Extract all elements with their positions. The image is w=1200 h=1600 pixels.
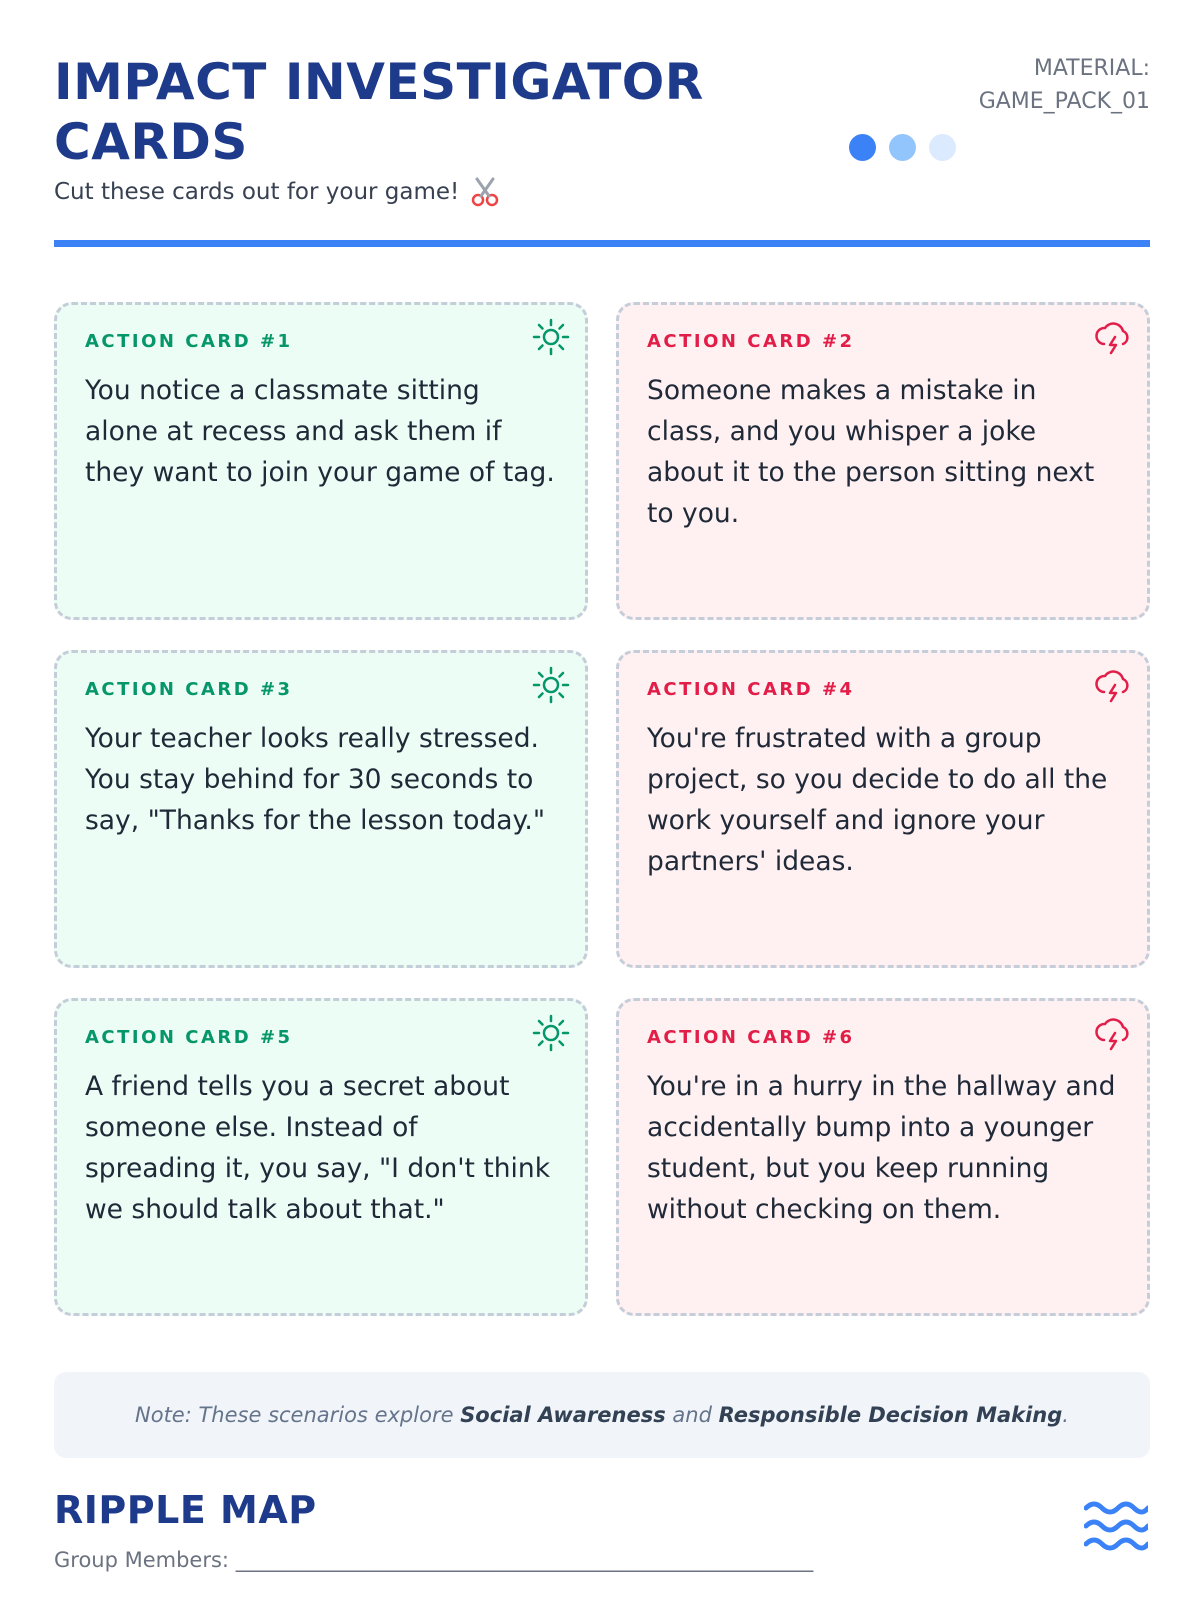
action-card[interactable] [616, 650, 1150, 968]
card-text: A friend tells you a secret about someone else. Instead of spreading it, you say, "I don't think we should talk about that." [85, 1071, 551, 1225]
note-prefix: Note: These scenarios explore [135, 1403, 461, 1427]
page-title: IMPACT INVESTIGATOR CARDS [54, 53, 704, 171]
note-term-social-awareness: Social Awareness [460, 1403, 666, 1427]
card-text: You're frustrated with a group project, so you decide to do all the work yourself and ignore your partners' ideas. [647, 723, 1108, 877]
card-label: ACTION CARD #5 [85, 1027, 293, 1048]
action-card[interactable] [54, 302, 588, 620]
note-box [54, 1372, 1150, 1458]
card-label: ACTION CARD #2 [647, 331, 855, 352]
progress-dots [849, 134, 956, 161]
action-card[interactable] [54, 998, 588, 1316]
card-label: ACTION CARD #3 [85, 679, 293, 700]
action-card[interactable] [54, 650, 588, 968]
material-value: GAME_PACK_01 [978, 89, 1150, 114]
card-label: ACTION CARD #4 [647, 679, 855, 700]
subtitle-text: Cut these cards out for your game! [54, 179, 460, 205]
waves-icon [1084, 1500, 1148, 1554]
group-members-field[interactable] [54, 1548, 813, 1572]
members-label: Group Members: [54, 1548, 236, 1572]
action-card[interactable] [616, 998, 1150, 1316]
sun-icon [531, 665, 571, 705]
card-text: Someone makes a mistake in class, and you whisper a joke about it to the person sitting next to you. [647, 375, 1095, 529]
page-header [54, 52, 1150, 212]
dot [889, 134, 916, 161]
dot [929, 134, 956, 161]
card-text: Your teacher looks really stressed. You stay behind for 30 seconds to say, "Thanks for the lesson today." [85, 723, 546, 836]
note-term-decision-making: Responsible Decision Making [718, 1403, 1063, 1427]
card-text: You're in a hurry in the hallway and accidentally bump into a younger student, but you keep running without checking on them. [647, 1071, 1116, 1225]
storm-cloud-icon [1093, 317, 1133, 357]
action-card[interactable] [616, 302, 1150, 620]
sun-icon [531, 317, 571, 357]
card-label: ACTION CARD #1 [85, 331, 293, 352]
subtitle [54, 176, 501, 208]
material-label: MATERIAL: [1033, 56, 1150, 81]
storm-cloud-icon [1093, 1013, 1133, 1053]
scissors-icon [469, 176, 501, 208]
sun-icon [531, 1013, 571, 1053]
ripple-map-title: RIPPLE MAP [54, 1488, 317, 1532]
dot [849, 134, 876, 161]
header-divider [54, 240, 1150, 247]
members-line: _______________________________________________________ [235, 1548, 814, 1572]
note-suffix: . [1062, 1403, 1069, 1427]
card-text: You notice a classmate sitting alone at recess and ask them if they want to join your game of tag. [85, 375, 555, 488]
note-middle: and [665, 1403, 719, 1427]
card-label: ACTION CARD #6 [647, 1027, 855, 1048]
material-tag [979, 52, 1150, 118]
storm-cloud-icon [1093, 665, 1133, 705]
